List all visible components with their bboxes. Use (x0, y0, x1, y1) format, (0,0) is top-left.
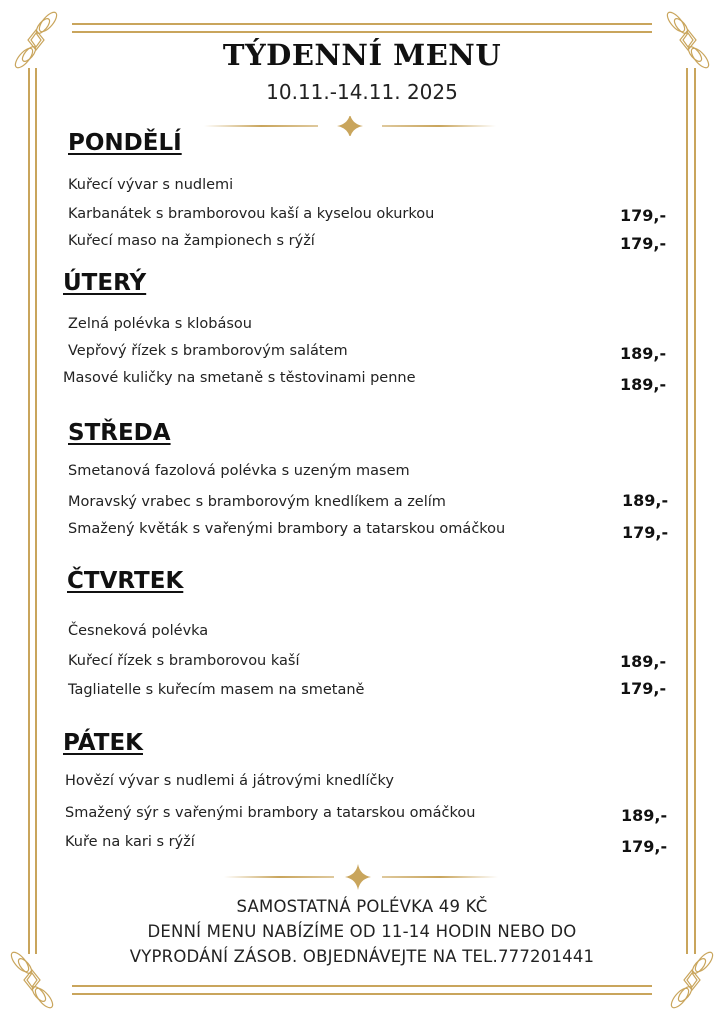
menu-item: Masové kuličky na smetaně s těstovinami penne (63, 370, 416, 386)
frame-right-line-outer (694, 68, 696, 954)
frame-left-line-outer (28, 68, 30, 954)
day-title-wednesday: STŘEDA (68, 420, 171, 446)
menu-item-price: 179,- (621, 837, 668, 856)
menu-item: Zelná polévka s klobásou (68, 316, 252, 332)
menu-item: Kuře na kari s rýží (65, 834, 195, 850)
menu-dates: 10.11.-14.11. 2025 (266, 80, 458, 104)
menu-item-price: 179,- (620, 206, 667, 225)
day-title-thursday: ČTVRTEK (67, 568, 184, 594)
day-title-friday: PÁTEK (63, 730, 143, 756)
bottom-divider-star-icon (212, 864, 512, 890)
menu-item-price: 189,- (620, 652, 667, 671)
menu-item-price: 189,- (620, 344, 667, 363)
menu-item-price: 189,- (621, 806, 668, 825)
menu-item: Tagliatelle s kuřecím masem na smetaně (68, 682, 365, 698)
menu-item: Vepřový řízek s bramborovým salátem (68, 343, 348, 359)
menu-item-price: 179,- (620, 234, 667, 253)
menu-item: Hovězí vývar s nudlemi á játrovými knedlíčky (65, 773, 394, 789)
menu-item: Smetanová fazolová polévka s uzeným masem (68, 463, 410, 479)
menu-item-price: 179,- (622, 523, 669, 542)
frame-bottom-line-inner (72, 985, 652, 987)
frame-top-line-outer (72, 23, 652, 25)
menu-item-price: 189,- (622, 491, 669, 510)
frame-left-line-inner (35, 68, 37, 954)
frame-right-line-inner (686, 68, 688, 954)
menu-item-price: 179,- (620, 679, 667, 698)
footer-soup-price: SAMOSTATNÁ POLÉVKA 49 KČ (236, 897, 488, 916)
menu-item: Kuřecí řízek s bramborovou kaší (68, 653, 300, 669)
menu-item: Kuřecí maso na žampionech s rýží (68, 233, 315, 249)
menu-item: Moravský vrabec s bramborovým knedlíkem a zelím (68, 494, 446, 510)
frame-top-line-inner (72, 31, 652, 33)
menu-item: Česneková polévka (68, 623, 209, 639)
top-divider-star-icon (200, 116, 500, 136)
menu-item-price: 189,- (620, 375, 667, 394)
day-title-monday: PONDĚLÍ (68, 130, 182, 156)
footer-contact: VYPRODÁNÍ ZÁSOB. OBJEDNÁVEJTE NA TEL.777201441 (129, 947, 595, 966)
footer-hours: DENNÍ MENU NABÍZÍME OD 11-14 HODIN NEBO DO (147, 922, 577, 941)
frame-bottom-line-outer (72, 993, 652, 995)
menu-item: Smažený sýr s vařenými brambory a tatarskou omáčkou (65, 805, 476, 821)
menu-title: TÝDENNÍ MENU (222, 38, 502, 72)
day-title-tuesday: ÚTERÝ (63, 270, 147, 296)
menu-item: Smažený květák s vařenými brambory a tatarskou omáčkou (68, 521, 506, 537)
menu-item: Kuřecí vývar s nudlemi (68, 177, 234, 193)
menu-item: Karbanátek s bramborovou kaší a kyselou okurkou (68, 206, 435, 222)
